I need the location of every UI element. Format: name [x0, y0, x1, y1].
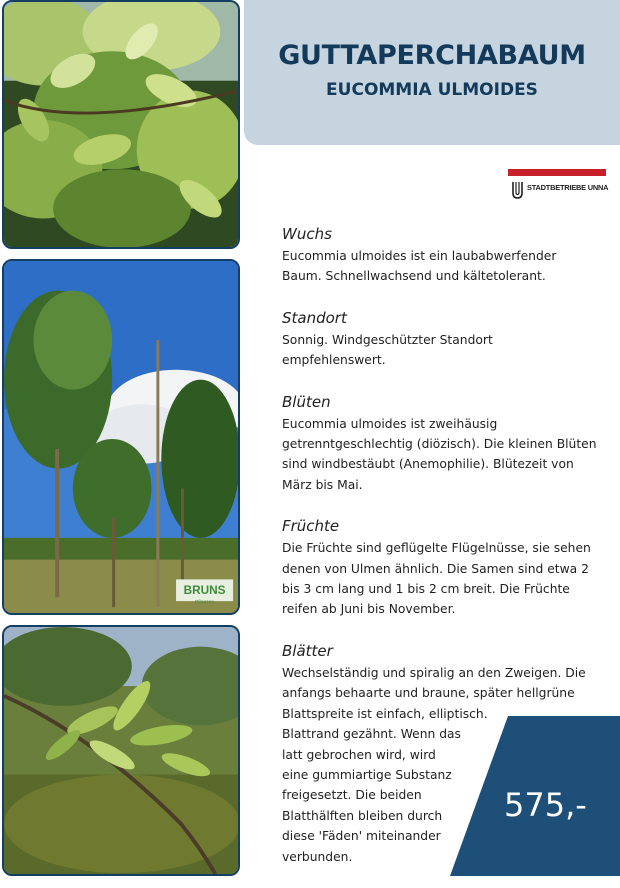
text-line: Blattrand gezähnt. Wenn das	[282, 727, 461, 742]
section-wuchs	[282, 224, 602, 287]
section-heading: Früchte	[282, 517, 340, 536]
section-standort	[282, 308, 602, 371]
text-line: Blatthälften bleiben durch	[282, 808, 443, 823]
text-line: Baum. Schnellwachsend und kältetolerant.	[282, 269, 546, 284]
text-line: getrenntgeschlechtig (diözisch). Die kleinen Blüten	[282, 437, 597, 452]
nursery-trees-photo	[2, 259, 240, 615]
text-line: Sonnig. Windgeschützter Standort	[282, 332, 493, 347]
text-line: Die Früchte sind geflügelte Flügelnüsse, sie sehen	[282, 541, 591, 556]
text-line: Eucommia ulmoides ist zweihäusig	[282, 416, 498, 431]
bruns-watermark-sub: Pflanzen	[195, 600, 215, 606]
text-line: reifen ab Juni bis November.	[282, 602, 456, 617]
section-heading: Blüten	[282, 392, 331, 411]
logo-text: STADTBETRIEBE UNNA	[527, 183, 609, 192]
stadtbetriebe-logo	[508, 169, 609, 203]
text-line: sind windbestäubt (Anemophilie). Blütezeit von	[282, 457, 574, 472]
text-line: diese 'Fäden' miteinander	[282, 829, 441, 844]
text-line: Eucommia ulmoides ist ein laubabwerfender	[282, 249, 557, 263]
section-heading: Wuchs	[282, 225, 332, 243]
price-label: 575,-	[504, 786, 587, 824]
text-line: empfehlenswert.	[282, 353, 386, 368]
text-line: bis 3 cm lang und 1 bis 2 cm breit. Die Früchte	[282, 582, 570, 597]
text-line: verbunden.	[282, 849, 353, 864]
leaves-photo	[2, 0, 240, 249]
title-header	[244, 0, 620, 145]
page-title: GUTTAPERCHABAUM	[278, 40, 586, 71]
section-blueten	[282, 392, 602, 496]
text-line: freigesetzt. Die beiden	[282, 788, 422, 803]
text-line: Blattspreite ist einfach, elliptisch.	[282, 706, 488, 721]
section-fruechte	[282, 516, 602, 620]
logo-u-icon	[512, 181, 523, 199]
text-line: latt gebrochen wird, wird	[282, 747, 436, 762]
text-line: März bis Mai.	[282, 477, 363, 492]
text-line: eine gummiartige Substanz	[282, 767, 452, 782]
branch-photo	[2, 625, 240, 876]
text-line: anfangs behaarte und braune, später hellgrüne	[282, 686, 575, 701]
section-text	[282, 538, 602, 620]
section-text	[282, 330, 602, 371]
page-subtitle: EUCOMMIA ULMOIDES	[326, 80, 538, 100]
section-text	[282, 246, 602, 287]
section-heading: Blätter	[282, 641, 333, 660]
section-heading: Standort	[282, 308, 347, 327]
text-line: Wechselständig und spiralig an den Zweigen. Die	[282, 665, 586, 680]
logo-red-bar	[508, 169, 606, 176]
bruns-watermark: BRUNS	[183, 583, 226, 598]
text-line: denen von Ulmen ähnlich. Die Samen sind etwa 2	[282, 561, 589, 576]
section-text	[282, 414, 602, 496]
